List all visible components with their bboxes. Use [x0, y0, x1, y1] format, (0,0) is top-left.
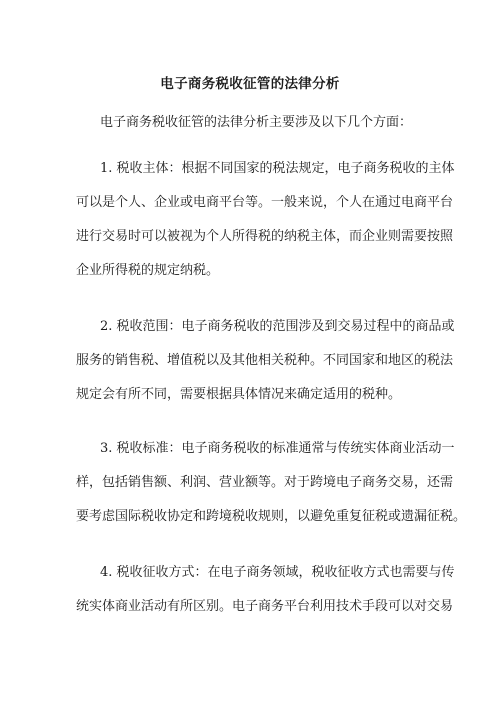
document-title: 电子商务税收征管的法律分析: [160, 76, 340, 92]
paragraph-line: 要考虑国际税收协定和跨境税收规则，以避免重复征税或遗漏征税。: [76, 509, 467, 524]
paragraph-line: 3. 税收标准：电子商务税收的标准通常与传统实体商业活动一: [100, 441, 455, 456]
paragraph-line: 1. 税收主体：根据不同国家的税法规定，电子商务税收的主体: [100, 161, 455, 176]
paragraph-line: 规定会有所不同，需要根据具体情况来确定适用的税种。: [76, 387, 402, 402]
paragraph-line: 可以是个人、企业或电商平台等。一般来说，个人在通过电商平台: [76, 195, 454, 210]
paragraph-line: 样，包括销售额、利润、营业额等。对于跨境电子商务交易，还需: [76, 475, 454, 490]
paragraph-line: 统实体商业活动有所区别。电子商务平台利用技术手段可以对交易: [76, 599, 454, 614]
paragraph-line: 进行交易时可以被视为个人所得税的纳税主体，而企业则需要按照: [76, 229, 454, 244]
intro-paragraph: 电子商务税收征管的法律分析主要涉及以下几个方面：: [100, 115, 413, 130]
paragraph-line: 服务的销售税、增值税以及其他相关税种。不同国家和地区的税法: [76, 353, 454, 368]
paragraph-line: 4. 税收征收方式：在电子商务领域，税收征收方式也需要与传: [100, 565, 455, 580]
paragraph-line: 2. 税收范围：电子商务税收的范围涉及到交易过程中的商品或: [100, 319, 455, 334]
paragraph-line: 企业所得税的规定纳税。: [76, 263, 220, 278]
